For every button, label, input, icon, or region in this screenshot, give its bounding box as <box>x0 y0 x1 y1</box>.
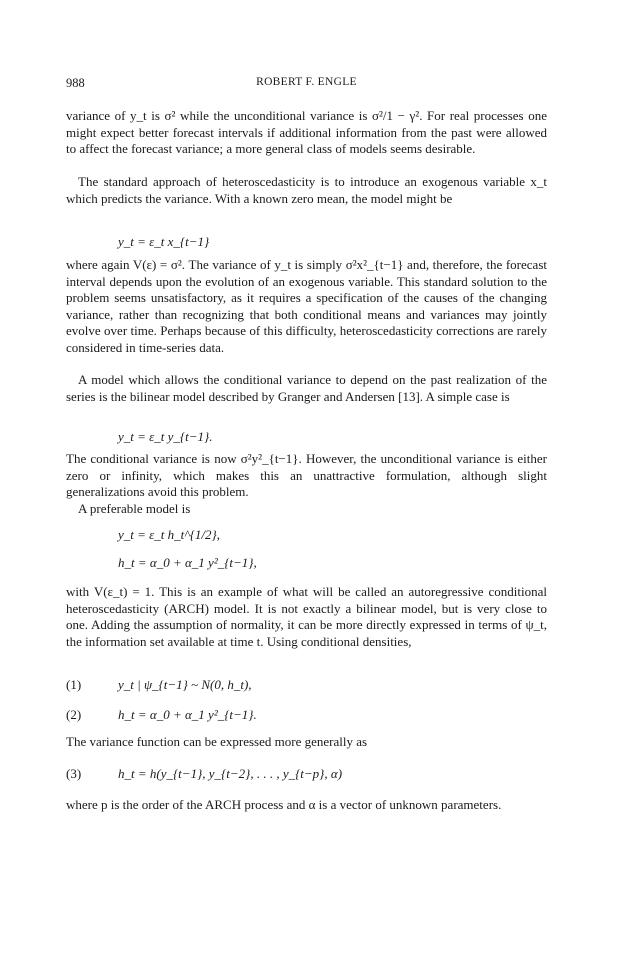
paragraph-1: variance of y_t is σ² while the unconditional variance is σ²/1 − γ². For real processes one might expect better forecast intervals if additional information from the past were allowed to affect the forecast variance; a more general class of models seems desirable. <box>66 108 547 156</box>
paragraph-6: A preferable model is <box>78 501 191 516</box>
equation-2-label: (2) <box>66 707 82 722</box>
running-head: ROBERT F. ENGLE <box>256 76 357 88</box>
equation-1-body: y_t | ψ_{t−1} ~ N(0, h_t), <box>118 677 252 692</box>
paragraph-4: A model which allows the conditional variance to depend on the past realization of the series is the bilinear model described by Granger and Andersen [13]. A simple case is <box>66 372 547 404</box>
equation-c2: h_t = α_0 + α_1 y²_{t−1}, <box>118 555 257 570</box>
equation-c1: y_t = ε_t h_t^{1/2}, <box>118 527 220 542</box>
paragraph-3: where again V(ε) = σ². The variance of y_t is simply σ²x²_{t−1} and, therefore, the forecast interval depends upon the evolution of an exogenous variable. This standard solution to the problem seems unsatisfactory, as it requires a specification of the causes of the changing variance, rather than recognizing that both conditional means and variances may jointly evolve over time. Perhaps because of this difficulty, heteroscedasticity corrections are rarely considered in time-series data. <box>66 257 547 355</box>
paragraph-9: where p is the order of the ARCH process and α is a vector of unknown parameters. <box>66 797 502 812</box>
equation-3-body: h_t = h(y_{t−1}, y_{t−2}, . . . , y_{t−p}, α) <box>118 766 343 781</box>
equation-a: y_t = ε_t x_{t−1} <box>118 234 210 249</box>
equation-1-label: (1) <box>66 677 82 692</box>
equation-2-body: h_t = α_0 + α_1 y²_{t−1}. <box>118 707 257 722</box>
paragraph-8: The variance function can be expressed more generally as <box>66 734 368 749</box>
paragraph-2: The standard approach of heteroscedasticity is to introduce an exogenous variable x_t which predicts the variance. With a known zero mean, the model might be <box>66 174 547 206</box>
paragraph-5: The conditional variance is now σ²y²_{t−1}. However, the unconditional variance is either zero or infinity, which makes this an unattractive formulation, although slight generalizations avoid this problem. <box>66 451 547 499</box>
paragraph-7: with V(ε_t) = 1. This is an example of what will be called an autoregressive conditional heteroscedasticity (ARCH) model. It is not exactly a bilinear model, but is very close to one. Adding the assumption of normality, it can be more directly expressed in terms of ψ_t, the information set available at time t. Using conditional densities, <box>66 584 547 649</box>
equation-3-label: (3) <box>66 766 82 781</box>
page-header <box>66 76 547 92</box>
page-number: 988 <box>66 76 85 90</box>
equation-b: y_t = ε_t y_{t−1}. <box>118 429 213 444</box>
